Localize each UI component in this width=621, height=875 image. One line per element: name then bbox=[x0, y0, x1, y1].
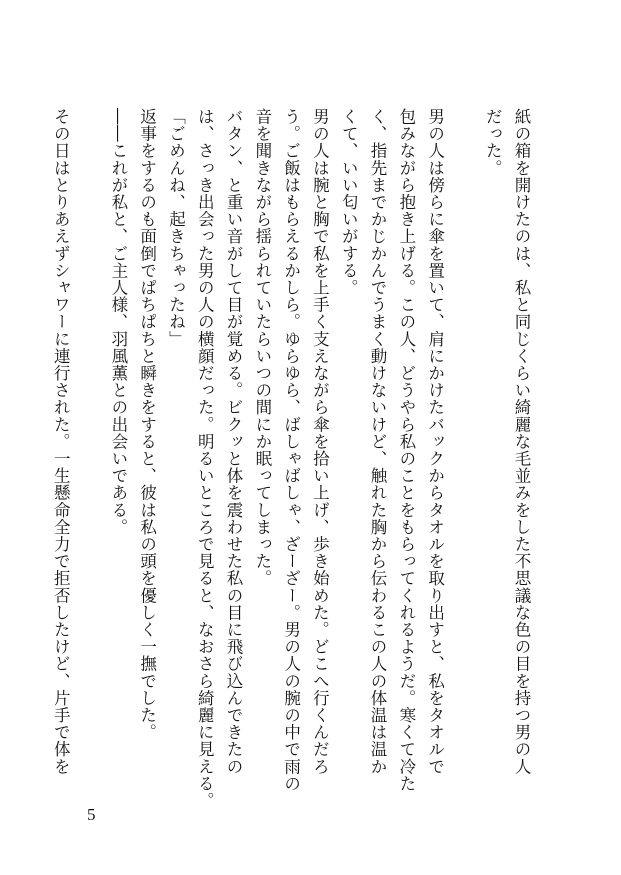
text-line: 紙の箱を開けたのは、私と同じくらい綺麗な毛並みをした不思議な色の目を持つ男の人 bbox=[512, 108, 531, 775]
text-line: は、さっき出会った男の人の横顔だった。明るいところで見ると、なおさら綺麗に見える。 bbox=[195, 108, 215, 810]
text-line: ――これが私と、ご主人様、羽風薫との出会いである。 bbox=[108, 108, 128, 536]
paragraph-break bbox=[449, 108, 478, 798]
text-line: う。ご飯はもらえるかしら。ゆらゆら、ばしゃばしゃ、ざーざー。男の人の腕の中で雨の bbox=[281, 108, 301, 792]
text-line: 包みながら抱き上げる。この人、どうやら私のことをもらってくれるようだ。寒くて冷た bbox=[396, 108, 416, 792]
text-line: 男の人は腕と胸で私を上手く支えながら傘を拾い上げ、歩き始めた。どこへ行くんだろ bbox=[310, 108, 330, 775]
page-number: 5 bbox=[87, 805, 96, 824]
dialogue-line: 「ごめんね、起きちゃったね」 bbox=[166, 108, 186, 348]
text-line: バタン、と重い音がして目が覚める。ビクッと体を震わせた私の目に飛び込んできたの bbox=[224, 108, 244, 775]
text-line: 返事をするのも面倒でぱちぱちと瞬きをすると、彼は私の頭を優しく一撫でした。 bbox=[137, 108, 157, 741]
body-text bbox=[51, 108, 535, 810]
text-line: く、指先までかじかんでうまく動けないけど、触れた胸から伝わるこの人の体温は温か bbox=[368, 108, 388, 775]
text-line: 男の人は傍らに傘を置いて、肩にかけたバックからタオルを取り出すと、私をタオルで bbox=[425, 108, 445, 775]
text-line: 音を聞きながら揺られていたらいつの間にか眠ってしまった。 bbox=[252, 108, 272, 587]
text-line: その日はとりあえずシャワーに連行された。一生懸命全力で拒否したけど、片手で体を bbox=[51, 108, 71, 775]
paragraph-break bbox=[74, 108, 103, 798]
text-line: だった。 bbox=[483, 108, 503, 177]
text-line: くて、いい匂いがする。 bbox=[339, 108, 359, 297]
